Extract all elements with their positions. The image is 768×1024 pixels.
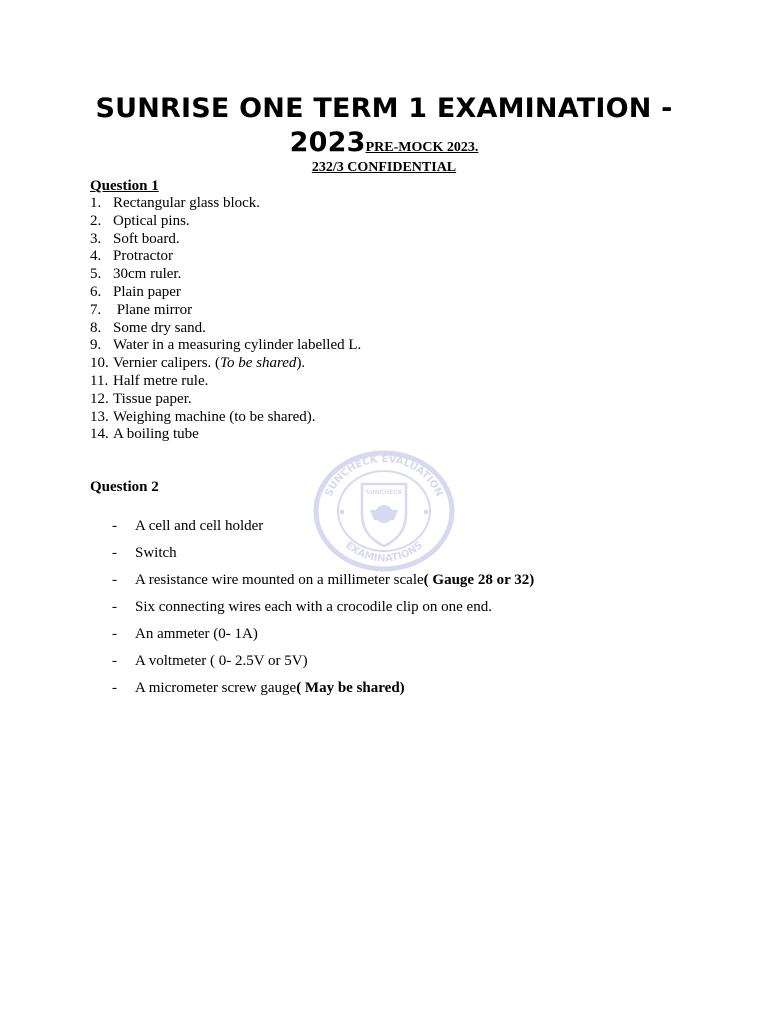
list-item: 4. Protractor (90, 248, 173, 265)
list-item: - Switch (112, 545, 177, 561)
list-item: 14. A boiling tube (90, 426, 199, 443)
exam-title (80, 92, 688, 165)
question-1-list (90, 195, 361, 444)
question-1-heading: Question 1 (90, 178, 159, 194)
list-item: - An ammeter (0- 1A) (112, 626, 258, 642)
watermark-seal-icon (312, 450, 456, 572)
list-item: 8. Some dry sand. (90, 319, 206, 336)
list-item: 12. Tissue paper. (90, 390, 192, 407)
watermark-top-text: SUNCHECK EVALUATION (323, 453, 445, 499)
list-item: - Six connecting wires each with a crocodile clip on one end. (112, 599, 492, 615)
list-item: 9. Water in a measuring cylinder labelled L. (90, 337, 362, 354)
list-item: - A cell and cell holder (112, 518, 264, 534)
question-2-heading: Question 2 (90, 479, 159, 495)
watermark-inner-text: SUNCHECK (365, 489, 403, 496)
list-item: - A voltmeter ( 0- 2.5V or 5V) (112, 653, 308, 669)
list-item: 2. Optical pins. (90, 212, 190, 229)
exam-subtitle: PRE-MOCK 2023. (365, 140, 479, 155)
list-item: - A micrometer screw gauge( May be shared) (112, 680, 405, 696)
list-item: 3. Soft board. (90, 230, 180, 247)
list-item: 13. Weighing machine (to be shared). (90, 408, 316, 425)
list-item: 5. 30cm ruler. (90, 266, 182, 283)
watermark-bottom-text: EXAMINATIONS (342, 539, 426, 565)
list-item: - A resistance wire mounted on a millimeter scale( Gauge 28 or 32) (112, 572, 535, 588)
svg-text:EXAMINATIONS (343, 540, 425, 565)
confidential-label: 232/3 CONFIDENTIAL (311, 160, 457, 175)
list-item: 7. Plane mirror (90, 301, 193, 318)
exam-title-text: SUNRISE ONE TERM 1 EXAMINATION - 2023 (95, 93, 673, 158)
list-item: 1. Rectangular glass block. (90, 195, 261, 211)
list-item: 11. Half metre rule. (90, 372, 209, 389)
list-item: 6. Plain paper (90, 283, 181, 300)
list-item: 10. Vernier calipers. (To be shared). (90, 355, 306, 372)
